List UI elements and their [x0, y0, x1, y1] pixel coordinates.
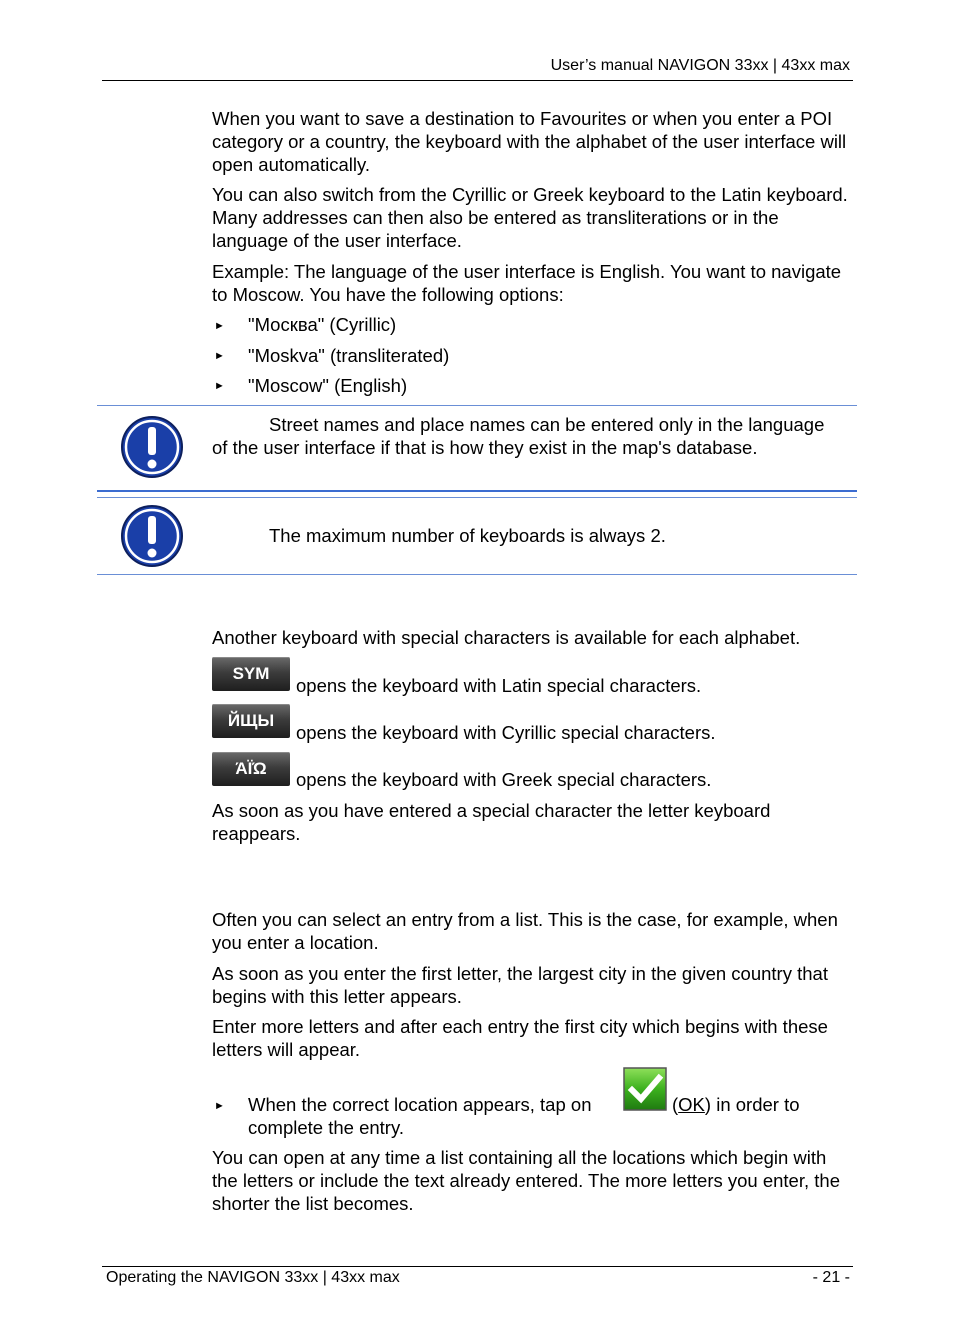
paragraph: As soon as you enter the first letter, the largest city in the given country that begins with this letter appears. [212, 963, 828, 1007]
paragraph: Another keyboard with special characters is available for each alphabet. [212, 627, 801, 648]
footer-title: Operating the NAVIGON 33xx | 43xx max [106, 1269, 400, 1286]
sym-key-button[interactable]: SYM [212, 657, 290, 691]
greek-special-key-button[interactable]: ΆΪΏ [212, 752, 290, 786]
key-description: opens the keyboard with Greek special characters. [296, 769, 712, 790]
paragraph: Enter more letters and after each entry the first city which begins with these letters will appear. [212, 1016, 828, 1060]
note-bottom-border [97, 490, 857, 492]
note-top-border [97, 405, 857, 406]
footer-divider [102, 1266, 853, 1267]
key-description: opens the keyboard with Latin special characters. [296, 675, 702, 696]
paragraph: You can open at any time a list containing all the locations which begin with the letters or include the text already entered. The more letters you enter, the shorter the list becomes. [212, 1147, 840, 1214]
step-text: When the correct location appears, tap on [248, 1094, 592, 1115]
paragraph: You can also switch from the Cyrillic or Greek keyboard to the Latin keyboard. Many addresses can then also be entered as transliterations or in the language of the user interface. [212, 184, 848, 251]
bullet-marker: ► [214, 350, 225, 362]
note-text: Street names and place names can be entered only in the language of the user interface if that is how they exist in the map's database. [212, 414, 825, 458]
exclamation-icon [120, 415, 184, 479]
step-text-continued: complete the entry. [248, 1117, 404, 1138]
header-title: User’s manual NAVIGON 33xx | 43xx max [550, 57, 850, 74]
cyrillic-special-key-button[interactable]: ЙЩЫ [212, 704, 290, 738]
paragraph: When you want to save a destination to Favourites or when you enter a POI category or a country, the keyboard with the alphabet of the user interface will open automatically. [212, 108, 847, 175]
list-item: "Moskva" (transliterated) [248, 345, 450, 366]
header-divider [102, 80, 853, 81]
bullet-marker: ► [214, 1100, 225, 1112]
step-open-paren: ( [672, 1094, 679, 1115]
list-item: "Москва" (Cyrillic) [248, 314, 397, 335]
note-top-border [97, 497, 857, 498]
step-ok-wrap [672, 1093, 800, 1116]
bullet-marker: ► [214, 380, 225, 392]
key-description: opens the keyboard with Cyrillic special characters. [296, 722, 716, 743]
paragraph: Example: The language of the user interface is English. You want to navigate to Moscow. You have the following options: [212, 261, 842, 305]
ok-link[interactable]: OK [678, 1094, 705, 1115]
note-bottom-border [97, 574, 857, 575]
page-number: - 21 - [812, 1269, 850, 1286]
paragraph: Often you can select an entry from a list. This is the case, for example, when you enter a location. [212, 909, 838, 953]
note-text: The maximum number of keyboards is always 2. [269, 525, 666, 546]
step-close-text: ) in order to [704, 1094, 800, 1115]
bullet-marker: ► [214, 320, 225, 332]
paragraph: As soon as you have entered a special character the letter keyboard reappears. [212, 800, 771, 844]
ok-checkmark-icon[interactable] [623, 1067, 667, 1111]
exclamation-icon [120, 504, 184, 568]
list-item: "Moscow" (English) [248, 375, 408, 396]
